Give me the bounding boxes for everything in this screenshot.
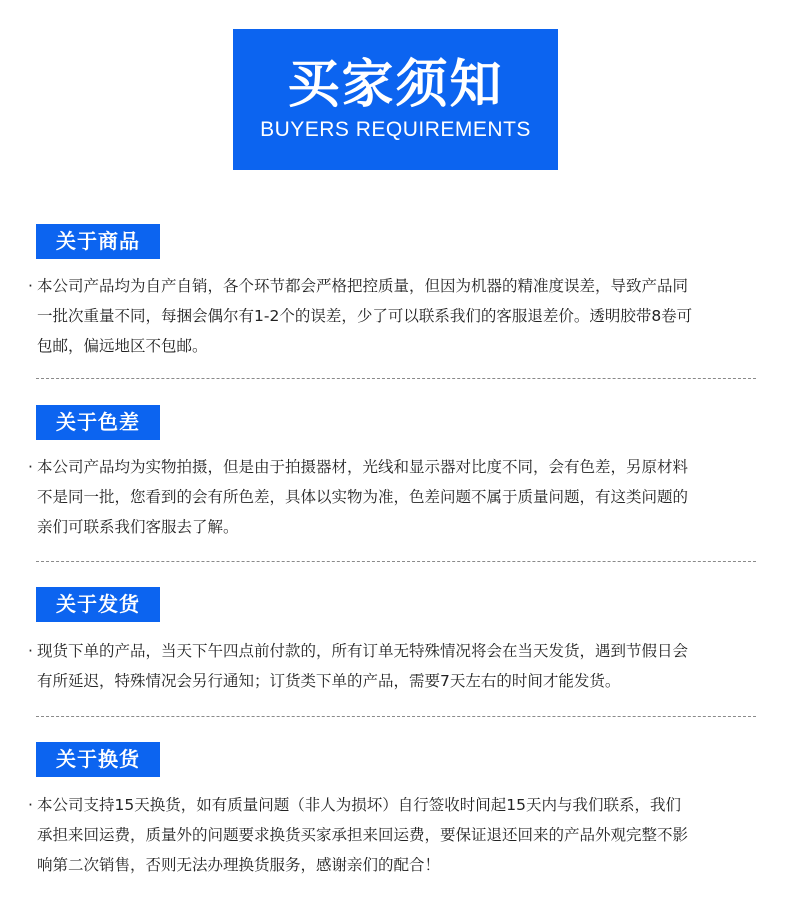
dashed-divider [36,378,756,379]
header-banner [233,29,558,170]
section-tag: 关于色差 [36,405,160,440]
text-line: · 本公司支持15天换货，如有质量问题（非人为损坏）自行签收时间起15天内与我们联系，我们 [28,790,763,820]
section-body [28,452,763,542]
banner-title: 买家须知 [287,55,504,115]
section-tag: 关于商品 [36,224,160,259]
text-line: 一批次重量不同，每捆会偶尔有1-2个的误差，少了可以联系我们的客服退差价。透明胶带8卷可 [37,307,693,325]
dashed-divider [36,716,756,717]
text-line: · 本公司产品均为自产自销，各个环节都会严格把控质量，但因为机器的精准度误差，导致产品同 [28,271,763,301]
section-tag: 关于换货 [36,742,160,777]
banner-subtitle: BUYERS REQUIREMENTS [260,118,531,141]
dashed-divider [36,561,756,562]
text-line: 包邮，偏远地区不包邮。 [37,337,208,355]
text-line: 响第二次销售，否则无法办理换货服务，感谢亲们的配合！ [37,856,441,874]
section-body [28,636,763,696]
text-line: 有所延迟，特殊情况会另行通知；订货类下单的产品，需要7天左右的时间才能发货。 [37,672,621,690]
bullet-dot: · [28,642,33,660]
text-line: · 现货下单的产品，当天下午四点前付款的，所有订单无特殊情况将会在当天发货，遇到节假日会 [28,636,763,666]
text-line: 承担来回运费，质量外的问题要求换货买家承担来回运费，要保证退还回来的产品外观完整不影 [37,826,689,844]
bullet-dot: · [28,796,33,814]
bullet-dot: · [28,277,33,295]
text-line: 亲们可联系我们客服去了解。 [37,518,239,536]
text-line: 不是同一批，您看到的会有所色差，具体以实物为准，色差问题不属于质量问题，有这类问题的 [37,488,689,506]
text-line: · 本公司产品均为实物拍摄，但是由于拍摄器材，光线和显示器对比度不同，会有色差，另原材料 [28,452,763,482]
bullet-dot: · [28,458,33,476]
section-body [28,271,763,361]
section-body [28,790,763,880]
section-tag: 关于发货 [36,587,160,622]
